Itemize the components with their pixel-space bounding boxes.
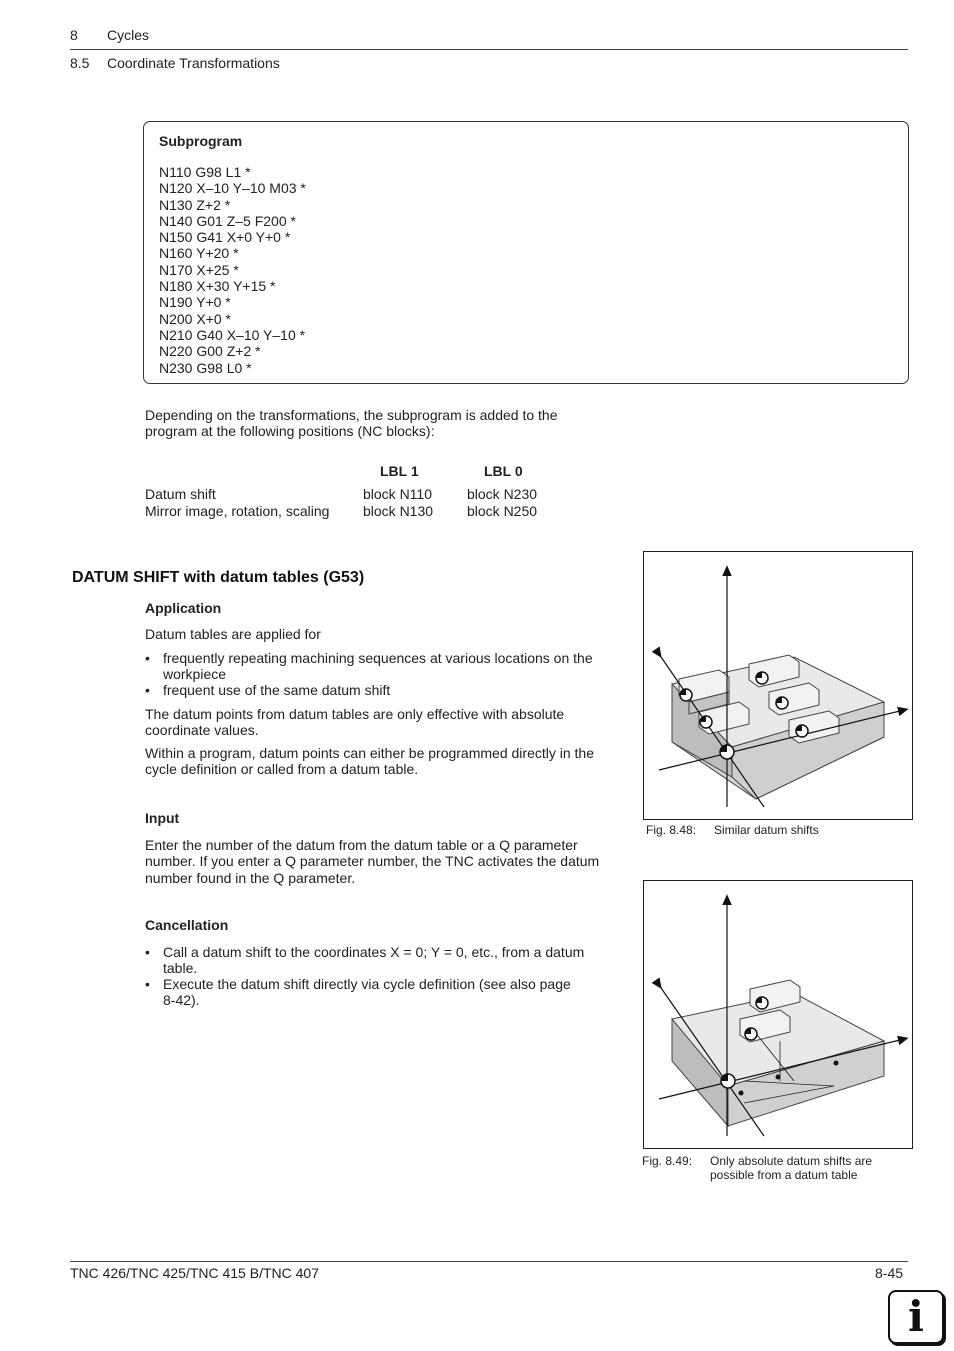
lbl-table-header-lbl0: LBL 0 [484, 463, 523, 479]
list-item-text: Execute the datum shift directly via cycle definition (see also page [163, 976, 571, 992]
datum-marker-icon [756, 997, 768, 1009]
cancellation-heading: Cancellation [145, 917, 229, 933]
figure-caption-line: possible from a datum table [710, 1168, 858, 1182]
application-intro: Datum tables are applied for [145, 626, 321, 642]
paragraph-line: Within a program, datum points can either be programmed directly in the [145, 745, 594, 761]
figure-caption-text [710, 1154, 872, 1182]
paragraph-line: number found in the Q parameter. [145, 869, 356, 886]
chapter-number: 8 [70, 27, 78, 43]
code-line: N170 X+25 * [159, 261, 239, 278]
workpiece-illustration [644, 552, 912, 819]
info-icon[interactable] [888, 1290, 944, 1344]
input-paragraph [145, 837, 599, 886]
figure-absolute-datum-shifts [643, 880, 913, 1149]
list-item-text: workpiece [163, 666, 227, 683]
chapter-title: Cycles [107, 27, 150, 43]
figure-caption-number: Fig. 8.49: [642, 1154, 693, 1168]
lbl-row-lbl0: block N230 [467, 486, 538, 502]
datum-marker-icon [796, 725, 808, 737]
subprogram-box [143, 121, 909, 384]
workpiece-illustration [644, 881, 912, 1148]
page-number: 8-45 [875, 1265, 904, 1281]
code-line: N160 Y+20 * [159, 245, 239, 262]
application-heading: Application [145, 600, 222, 616]
paragraph-absolute-values [145, 706, 564, 739]
code-line: N200 X+0 * [159, 310, 231, 327]
bullet-glyph: • [145, 682, 150, 698]
list-item-text: 8-42). [163, 992, 200, 1009]
section-title: Coordinate Transformations [107, 55, 280, 71]
bullet-glyph: • [145, 944, 150, 960]
code-line: N110 G98 L1 * [159, 164, 251, 180]
lbl-row-lbl1: block N110 [363, 486, 433, 502]
lbl-row-label: Datum shift [145, 486, 216, 502]
header-rule [70, 49, 908, 50]
list-item-text: table. [163, 960, 198, 977]
datum-marker-icon [700, 716, 712, 728]
lbl-row-lbl0: block N250 [467, 503, 538, 519]
subprogram-code [159, 164, 306, 376]
paragraph-line: coordinate values. [145, 722, 259, 739]
list-item-text: frequently repeating machining sequences at various locations on the [163, 650, 593, 666]
code-line: N140 G01 Z–5 F200 * [159, 212, 296, 229]
footer-product: TNC 426/TNC 425/TNC 415 B/TNC 407 [70, 1265, 319, 1281]
paragraph-line: number. If you enter a Q parameter number, the TNC activates the datum [145, 853, 600, 870]
lbl-row-lbl1: block N130 [363, 503, 434, 519]
datum-marker-icon [720, 745, 734, 759]
datum-marker-icon [745, 1028, 757, 1040]
intro-line: program at the following positions (NC blocks): [145, 423, 435, 440]
paragraph-line: The datum points from datum tables are only effective with absolute [145, 706, 565, 722]
info-glyph: i [908, 1292, 924, 1341]
datum-marker-icon [680, 689, 692, 701]
intro-line: Depending on the transformations, the subprogram is added to the [145, 407, 558, 423]
list-item-text: frequent use of the same datum shift [163, 682, 391, 698]
code-line: N220 G00 Z+2 * [159, 343, 261, 360]
section-number: 8.5 [70, 55, 90, 71]
datum-marker-icon [776, 697, 788, 709]
code-line: N190 Y+0 * [159, 294, 231, 311]
figure-caption-line: Only absolute datum shifts are [710, 1154, 873, 1168]
code-line: N180 X+30 Y+15 * [159, 278, 276, 295]
datum-marker-icon [756, 672, 768, 684]
paragraph-programming [145, 745, 594, 778]
figure-similar-datum-shifts [643, 551, 913, 820]
footer-rule [70, 1261, 908, 1262]
bullet-glyph: • [145, 650, 150, 666]
bullet-glyph: • [145, 976, 150, 992]
code-line: N230 G98 L0 * [159, 359, 252, 376]
figure-caption-text: Similar datum shifts [714, 823, 819, 837]
lbl-table-header-lbl1: LBL 1 [380, 463, 419, 479]
subprogram-title: Subprogram [159, 133, 243, 149]
code-line: N120 X–10 Y–10 M03 * [159, 180, 306, 197]
code-line: N130 Z+2 * [159, 196, 231, 213]
code-line: N150 G41 X+0 Y+0 * [159, 229, 291, 246]
datum-marker-icon [721, 1074, 735, 1088]
section-heading: DATUM SHIFT with datum tables (G53) [72, 569, 365, 586]
intro-paragraph [145, 407, 557, 440]
code-line: N210 G40 X–10 Y–10 * [159, 326, 306, 343]
figure-caption-number: Fig. 8.48: [646, 823, 697, 837]
list-item-text: Call a datum shift to the coordinates X = 0; Y = 0, etc., from a datum [163, 944, 585, 960]
input-heading: Input [145, 810, 180, 826]
paragraph-line: Enter the number of the datum from the datum table or a Q parameter [145, 837, 578, 853]
lbl-row-label: Mirror image, rotation, scaling [145, 503, 330, 519]
paragraph-line: cycle definition or called from a datum table. [145, 761, 419, 778]
